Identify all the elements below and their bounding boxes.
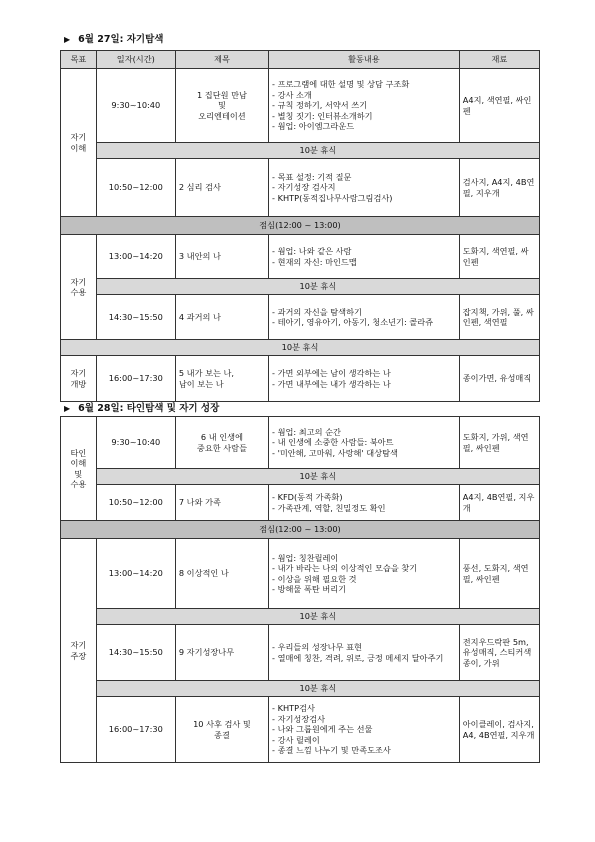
break-label: 10분 휴식: [61, 340, 540, 356]
break-row: [61, 681, 540, 697]
material-cell: 풍선, 도화지, 색연필, 싸인펜: [459, 539, 539, 609]
title-cell: 4 과거의 나: [175, 295, 268, 340]
header-goal: 목표: [61, 51, 97, 69]
activity-item: - 별칭 짓기: 인터뷰소개하기: [272, 110, 373, 121]
section-title-day1: ▶ 6월 27일: 자기탐색: [64, 34, 164, 45]
table-row: [61, 485, 540, 521]
activity-item: - KFD(동적 가족화): [272, 492, 343, 503]
triangle-icon: ▶: [64, 35, 71, 44]
activity-item: - 내 인생에 소중한 사람들: 북아트: [272, 437, 394, 448]
schedule-table-day1: [60, 50, 540, 402]
break-label: 10분 휴식: [96, 609, 539, 625]
title-cell: 1 집단원 만남 및 오리엔테이션: [175, 69, 268, 143]
lunch-label: 점심(12:00 ~ 13:00): [61, 521, 540, 539]
activity-cell: [269, 69, 460, 143]
header-material: 재료: [459, 51, 539, 69]
time-cell: 13:00~14:20: [96, 539, 175, 609]
time-cell: 14:30~15:50: [96, 295, 175, 340]
activity-cell: [269, 159, 460, 217]
activity-item: - 규칙 정하기, 서약서 쓰기: [272, 100, 368, 111]
table-row: [61, 539, 540, 609]
activity-cell: [269, 417, 460, 469]
title-cell: 10 사후 검사 및 종결: [175, 697, 268, 763]
material-cell: 종이가면, 유성매직: [459, 356, 539, 402]
activity-item: - KHTP(동적집나무사람그림검사): [272, 192, 393, 203]
activity-cell: [269, 356, 460, 402]
table-row: [61, 235, 540, 279]
activity-item: - 가족관계, 역할, 친밀정도 확인: [272, 502, 386, 513]
activity-item: - 웜업: 최고의 순간: [272, 426, 341, 437]
material-cell: 검사지, A4지, 4B연필, 지우개: [459, 159, 539, 217]
header-title: 제목: [175, 51, 268, 69]
break-row: [61, 279, 540, 295]
activity-item: - 현재의 자신: 마인드맵: [272, 256, 357, 267]
activity-item: - 강사 릴레이: [272, 734, 320, 745]
activity-item: - '미안해, 고마워, 사랑해' 대상탐색: [272, 447, 398, 458]
title-cell: 5 내가 보는 나, 남이 보는 나: [175, 356, 268, 402]
table-header-row: [61, 51, 540, 69]
activity-item: - 웜업: 칭찬릴레이: [272, 552, 339, 563]
activity-cell: [269, 625, 460, 681]
title-cell: 6 내 인생에 중요한 사람들: [175, 417, 268, 469]
time-cell: 13:00~14:20: [96, 235, 175, 279]
activity-item: - 프로그램에 대한 설명 및 상담 구조화: [272, 79, 410, 90]
break-row: [61, 609, 540, 625]
title-cell: 7 나와 가족: [175, 485, 268, 521]
time-cell: 9:30~10:40: [96, 69, 175, 143]
activity-item: - 웜업: 나와 같은 사람: [272, 246, 352, 257]
break-row: [61, 143, 540, 159]
material-cell: A4지, 4B연필, 지우개: [459, 485, 539, 521]
activity-item: - 방해물 폭탄 버리기: [272, 583, 347, 594]
title-cell: 3 내안의 나: [175, 235, 268, 279]
activity-cell: [269, 485, 460, 521]
activity-cell: [269, 697, 460, 763]
time-cell: 14:30~15:50: [96, 625, 175, 681]
activity-cell: [269, 235, 460, 279]
time-cell: 9:30~10:40: [96, 417, 175, 469]
table-row: [61, 417, 540, 469]
activity-item: - KHTP검사: [272, 703, 315, 714]
break-row: [61, 469, 540, 485]
break-label: 10분 휴식: [96, 279, 539, 295]
activity-item: - 나와 그룹원에게 주는 선물: [272, 724, 373, 735]
break-label: 10분 휴식: [96, 143, 539, 159]
break-label: 10분 휴식: [96, 469, 539, 485]
material-cell: 도화지, 색연필, 싸인펜: [459, 235, 539, 279]
header-time: 일자(시간): [96, 51, 175, 69]
program-schedule: [60, 30, 540, 763]
title-cell: 9 자기성장나무: [175, 625, 268, 681]
activity-item: - 자기성장 검사지: [272, 182, 336, 193]
goal-cell: 자기 수용: [61, 235, 97, 340]
table-row: [61, 356, 540, 402]
lunch-label: 점심(12:00 ~ 13:00): [61, 217, 540, 235]
table-row: [61, 295, 540, 340]
activity-item: - 강사 소개: [272, 89, 312, 100]
time-cell: 10:50~12:00: [96, 159, 175, 217]
table-row: [61, 69, 540, 143]
material-cell: 잡지책, 가위, 풀, 싸인펜, 색연필: [459, 295, 539, 340]
schedule-table-day2: [60, 416, 540, 763]
goal-cell: 타인 이해 및 수용: [61, 417, 97, 521]
activity-item: - 가면 내부에는 내가 생각하는 나: [272, 378, 391, 389]
activity-item: - 웜업: 아이엠그라운드: [272, 121, 355, 132]
activity-item: - 열매에 칭찬, 격려, 위로, 긍정 메세지 달아주기: [272, 652, 444, 663]
break-label: 10분 휴식: [96, 681, 539, 697]
table-row: [61, 697, 540, 763]
material-cell: A4지, 색연필, 싸인펜: [459, 69, 539, 143]
activity-cell: [269, 295, 460, 340]
activity-item: - 자기성장검사: [272, 713, 326, 724]
activity-item: - 목표 설정: 기적 질문: [272, 171, 352, 182]
activity-item: - 우리들의 성장나무 표현: [272, 642, 362, 653]
activity-item: - 과거의 자신을 탐색하기: [272, 306, 362, 317]
time-cell: 10:50~12:00: [96, 485, 175, 521]
section-title-day2: ▶ 6월 28일: 타인탐색 및 자기 성장: [64, 403, 220, 414]
goal-cell: 자기 개방: [61, 356, 97, 402]
break-row: [61, 340, 540, 356]
table-row: [61, 625, 540, 681]
activity-item: - 이상을 위해 필요한 것: [272, 573, 357, 584]
material-cell: 전지우드락판 5m, 유성매직, 스티커색종이, 가위: [459, 625, 539, 681]
table-row: [61, 159, 540, 217]
activity-item: - 내가 바라는 나의 이상적인 모습을 찾기: [272, 563, 418, 574]
goal-cell: 자기 주장: [61, 539, 97, 763]
lunch-row: [61, 217, 540, 235]
time-cell: 16:00~17:30: [96, 356, 175, 402]
activity-item: - 테아기, 영유아기, 아동기, 청소년기: 콜라쥬: [272, 317, 434, 327]
activity-item: - 가면 외부에는 남이 생각하는 나: [272, 368, 391, 379]
title-cell: 2 심리 검사: [175, 159, 268, 217]
activity-item: - 종결 느낌 나누기 및 만족도조사: [272, 745, 391, 756]
activity-cell: [269, 539, 460, 609]
title-cell: 8 이상적인 나: [175, 539, 268, 609]
triangle-icon: ▶: [64, 404, 71, 413]
header-activity: 활동내용: [269, 51, 460, 69]
goal-cell: 자기 이해: [61, 69, 97, 217]
time-cell: 16:00~17:30: [96, 697, 175, 763]
lunch-row: [61, 521, 540, 539]
material-cell: 아이클레이, 검사지, A4, 4B연필, 지우개: [459, 697, 539, 763]
material-cell: 도화지, 가위, 색연필, 싸인펜: [459, 417, 539, 469]
